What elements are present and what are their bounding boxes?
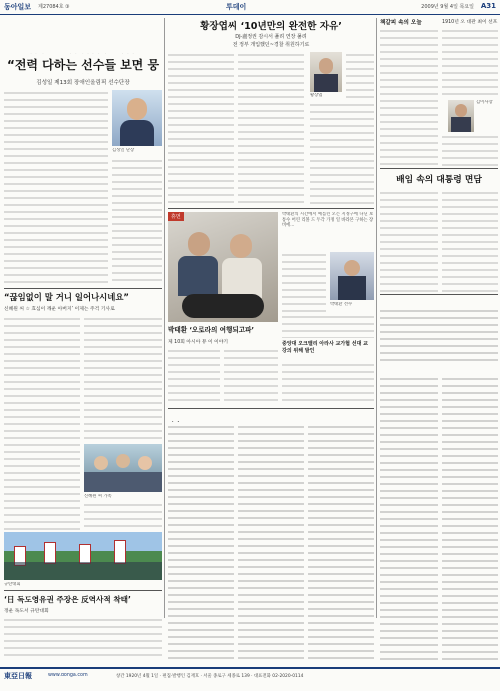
divider — [4, 288, 162, 289]
story5-photo2 — [330, 252, 374, 300]
story2-photo — [84, 444, 162, 492]
story3-byline: 정운 독도서 규탄대회 — [4, 609, 49, 614]
story4-body — [168, 52, 234, 206]
photo-caption: 규탄대회 — [4, 582, 21, 587]
story5-photo — [168, 212, 278, 322]
story2-headline: “끊임없이 말 거니 일어나시네요” — [4, 292, 129, 302]
story2-byline: 신혜원 씨 ☆ 효심이 깨운 아버지’ 이제는 주걱 기사로 — [4, 307, 115, 312]
section-title: 투데이 — [226, 3, 247, 11]
story5-label: 휴먼 — [168, 212, 184, 221]
right-headline: 배임 속의 대통령 면담 — [396, 175, 482, 185]
footer-info: 창간 1920년 4월 1일 · 편집·발행인 김재호 · 서울 종로구 세종로 139 · 대표전화 02-2020-0114 — [116, 674, 304, 679]
story1-kicker — [4, 44, 162, 54]
right-body-d — [380, 190, 438, 292]
personnel-list-col1 — [168, 424, 234, 664]
story2-body — [4, 316, 80, 532]
people-header — [168, 412, 374, 422]
right-body-c — [442, 134, 498, 166]
personnel-list-col3 — [308, 424, 374, 664]
story5-side — [282, 252, 326, 312]
obit-header — [380, 366, 498, 374]
footer-logo: 東亞日報 — [4, 672, 32, 680]
story4-subhead: DJ-盧정권 감시서 풀려 연장 풀려 — [235, 34, 307, 40]
story5-body-a — [168, 348, 220, 404]
right-body-e — [442, 190, 498, 292]
story4-headline: 황장엽씨 ‘10년만의 완전한 자유’ — [200, 21, 342, 32]
photo-caption: 황장엽 — [310, 93, 323, 98]
right-photo — [448, 100, 474, 132]
story1-headline: “전력 다하는 선수들 보면 뭉 — [6, 58, 160, 72]
retire-header — [380, 298, 498, 306]
story5-body — [282, 314, 374, 338]
story6-headline: 중앙대 오크밸리 아라사 교가협 선대 교 강의 위해 발인 — [282, 341, 368, 354]
story5-body-b — [224, 348, 278, 404]
story4-body-col4 — [310, 102, 374, 206]
divider — [380, 294, 498, 295]
photo-caption: 신혜원 씨 가족 — [84, 494, 112, 499]
story3-photo — [4, 532, 162, 580]
story3-body — [4, 617, 162, 661]
story5-subhead: 제 10회 아시아 뮤 이 이야기 — [168, 340, 229, 345]
footer-rule — [0, 667, 500, 669]
story5-headline: 박태환 ‘오로라의 여행되고파’ — [168, 326, 255, 334]
photo-caption: 박태환 선수 — [330, 302, 353, 307]
column-divider — [376, 18, 377, 618]
right-kicker: 책갈피 속의 오늘 — [380, 20, 422, 26]
story1-byline: 김성일 제13회 장애인올림픽 선수단장 — [36, 80, 130, 86]
column-divider — [164, 18, 165, 618]
masthead — [0, 0, 500, 15]
side-note: 1910년 오 대관 최이 선포 — [442, 20, 498, 25]
footer-url[interactable]: www.donga.com — [48, 673, 88, 678]
newspaper-logo: 동아일보 — [4, 3, 32, 11]
divider — [380, 168, 498, 169]
story4-body-col3 — [346, 52, 374, 100]
story6-body — [282, 362, 374, 404]
story2-body-col3 — [84, 502, 162, 532]
story4-body-col2 — [238, 52, 304, 206]
story1-body — [4, 90, 108, 286]
photo-caption: 김이사장 — [476, 100, 493, 105]
photo-caption: 김성일 단장 — [112, 148, 135, 153]
story1-body-col2 — [112, 158, 162, 286]
story1-photo — [112, 90, 162, 146]
obit-list-col2 — [442, 376, 498, 664]
personnel-list-col2 — [238, 424, 304, 664]
story2-body-col2 — [84, 316, 162, 442]
right-body-b — [442, 28, 498, 98]
story5-caption: 박태환의 시간에서 예를린 오는 지정구에 다닌 보통수 어린 리볼 드 두각 가정 일 바라본 구하는 장비에... — [282, 212, 374, 229]
story3-headline: ‘日 독도영유권 주장은 反역사적 착태’ — [4, 595, 131, 604]
retire-list — [380, 308, 498, 362]
publication-date: 2009년 9월 4일 목요일 — [421, 4, 474, 10]
divider — [168, 208, 374, 209]
page-number: A31 — [480, 2, 496, 10]
story4-subhead2: 전 정부 개입했던~경찰 취원하기로 — [232, 42, 310, 48]
story4-photo — [310, 52, 342, 92]
right-body-a — [380, 28, 438, 166]
divider — [4, 590, 162, 591]
issue-number: 제27084호 ③ — [38, 4, 70, 10]
divider — [168, 408, 374, 409]
obit-list-col1 — [380, 376, 438, 664]
